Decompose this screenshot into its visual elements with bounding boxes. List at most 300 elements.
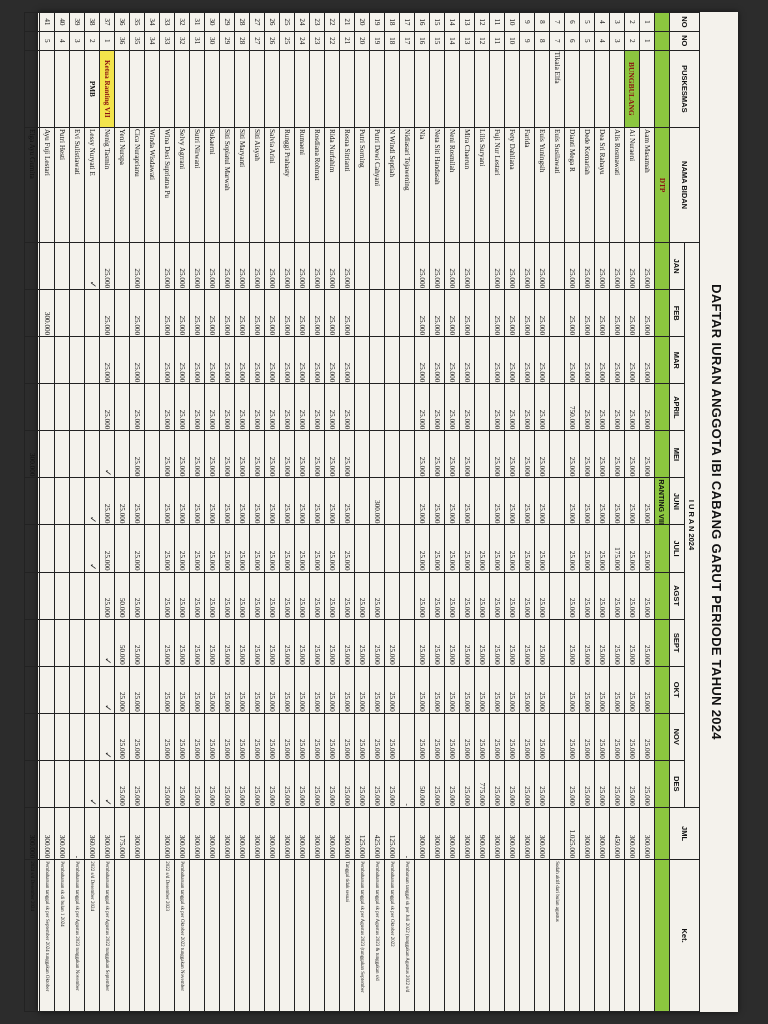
row-ket bbox=[535, 860, 550, 1012]
month-cell: 25.000 bbox=[535, 525, 550, 572]
row-jml: 300.000 bbox=[280, 807, 295, 859]
month-cell: 25.000 bbox=[565, 337, 580, 384]
row-nama-bidan: Sutri Nirwani bbox=[190, 128, 205, 243]
month-cell: 25.000 bbox=[340, 666, 355, 713]
row-puskesmas bbox=[55, 50, 70, 127]
row-jml: 300.000 bbox=[310, 807, 325, 859]
month-cell: 25.000 bbox=[595, 384, 610, 431]
row-no1: 31 bbox=[190, 13, 205, 32]
row-no2: 31 bbox=[190, 31, 205, 50]
month-cell: 25.000 bbox=[640, 290, 655, 337]
month-cell: 25.000 bbox=[475, 525, 490, 572]
row-puskesmas bbox=[160, 50, 175, 127]
month-cell: 25.000 bbox=[340, 572, 355, 619]
month-cell: 25.000 bbox=[160, 337, 175, 384]
month-cell: 25.000 bbox=[160, 478, 175, 525]
month-cell bbox=[145, 290, 160, 337]
row-nama-bidan: Euis Yuningsih bbox=[535, 128, 550, 243]
month-cell: 25.000 bbox=[250, 478, 265, 525]
row-no1: 2 bbox=[625, 13, 640, 32]
month-cell: 25.000 bbox=[295, 290, 310, 337]
row-no2: 10 bbox=[505, 31, 520, 50]
month-cell: 25.000 bbox=[370, 666, 385, 713]
month-cell: 25.000 bbox=[535, 431, 550, 478]
row-ket bbox=[490, 860, 505, 1012]
month-cell: 25.000 bbox=[625, 431, 640, 478]
month-cell: 25.000 bbox=[460, 572, 475, 619]
month-cell: 25.000 bbox=[445, 478, 460, 525]
row-no2: 2 bbox=[625, 31, 640, 50]
month-cell: 25.000 bbox=[445, 337, 460, 384]
row-no1: 8 bbox=[535, 13, 550, 32]
month-cell bbox=[55, 478, 70, 525]
row-jml: 300.000 bbox=[25, 807, 40, 859]
month-cell: 25.000 bbox=[535, 760, 550, 807]
row-no2: 11 bbox=[490, 31, 505, 50]
month-cell: 25.000 bbox=[280, 572, 295, 619]
month-cell: ✓ bbox=[85, 760, 100, 807]
row-nama-bidan: Sukaerni bbox=[205, 128, 220, 243]
month-cell bbox=[355, 431, 370, 478]
month-cell bbox=[70, 760, 85, 807]
table-row bbox=[340, 13, 355, 1012]
month-cell: 25.000 bbox=[535, 713, 550, 760]
month-cell: 25.000 bbox=[280, 525, 295, 572]
month-cell: 25.000 bbox=[535, 478, 550, 525]
month-cell: 25.000 bbox=[625, 243, 640, 290]
row-nama-bidan: Putri Hesti bbox=[55, 128, 70, 243]
row-nama-bidan: Evi Sulistiawati bbox=[70, 128, 85, 243]
month-cell: 25.000 bbox=[205, 431, 220, 478]
month-cell: 25.000 bbox=[175, 713, 190, 760]
month-cell: 25.000 bbox=[310, 619, 325, 666]
month-cell: 25.000 bbox=[355, 760, 370, 807]
month-cell: 25.000 bbox=[235, 666, 250, 713]
row-nama-bidan: Rumaeni bbox=[295, 128, 310, 243]
month-cell bbox=[550, 384, 565, 431]
row-no1: 5 bbox=[580, 13, 595, 32]
month-cell: 25.000 bbox=[505, 619, 520, 666]
row-no2: 6 bbox=[565, 31, 580, 50]
month-cell bbox=[550, 619, 565, 666]
month-cell: 25.000 bbox=[220, 760, 235, 807]
row-jml: 300.000 bbox=[130, 807, 145, 859]
row-ket bbox=[625, 860, 640, 1012]
month-cell bbox=[400, 290, 415, 337]
row-ket bbox=[580, 860, 595, 1012]
month-cell bbox=[70, 290, 85, 337]
month-cell bbox=[550, 290, 565, 337]
row-no2: 8 bbox=[535, 31, 550, 50]
month-cell bbox=[475, 478, 490, 525]
row-no2: 33 bbox=[160, 31, 175, 50]
month-cell: 25.000 bbox=[415, 243, 430, 290]
month-cell: 25.000 bbox=[370, 619, 385, 666]
paper-sheet bbox=[28, 12, 738, 1012]
month-cell bbox=[115, 243, 130, 290]
month-cell: 25.000 bbox=[220, 619, 235, 666]
row-no1: 15 bbox=[430, 13, 445, 32]
month-cell: 25.000 bbox=[130, 431, 145, 478]
table-row bbox=[595, 13, 610, 1012]
month-cell: 25.000 bbox=[310, 760, 325, 807]
month-cell: 25.000 bbox=[460, 337, 475, 384]
month-cell: 25.000 bbox=[280, 619, 295, 666]
month-cell: 25.000 bbox=[265, 572, 280, 619]
month-cell bbox=[55, 384, 70, 431]
month-cell bbox=[550, 760, 565, 807]
table-row bbox=[250, 13, 265, 1012]
row-nama-bidan: Lilis Suryani bbox=[475, 128, 490, 243]
row-ket bbox=[115, 860, 130, 1012]
month-cell bbox=[655, 243, 670, 290]
month-cell: 25.000 bbox=[505, 666, 520, 713]
month-cell bbox=[655, 619, 670, 666]
month-cell: 25.000 bbox=[610, 572, 625, 619]
row-no2: 5 bbox=[40, 31, 55, 50]
month-cell: 25.000 bbox=[445, 243, 460, 290]
month-cell bbox=[25, 525, 40, 572]
row-ket bbox=[610, 860, 625, 1012]
row-ket: Pembaharuan tanggal sk per Agustus 2023 (tunggakan September bbox=[355, 860, 370, 1012]
row-ket bbox=[205, 860, 220, 1012]
month-cell: 25.000 bbox=[190, 619, 205, 666]
month-cell: 25.000 bbox=[205, 572, 220, 619]
month-cell: 25.000 bbox=[445, 572, 460, 619]
row-no1: 38 bbox=[85, 13, 100, 32]
month-cell: 25.000 bbox=[460, 713, 475, 760]
month-cell bbox=[85, 619, 100, 666]
row-no1: 27 bbox=[250, 13, 265, 32]
month-cell: 25.000 bbox=[430, 760, 445, 807]
table-row bbox=[265, 13, 280, 1012]
month-cell: 25.000 bbox=[580, 619, 595, 666]
month-cell: ✓ bbox=[100, 760, 115, 807]
month-cell: 25.000 bbox=[595, 431, 610, 478]
row-nama-bidan: Putri Dewi Cahyani bbox=[370, 128, 385, 243]
month-cell: 25.000 bbox=[355, 666, 370, 713]
month-cell: 25.000 bbox=[490, 572, 505, 619]
month-cell bbox=[70, 666, 85, 713]
month-cell: 25.000 bbox=[160, 572, 175, 619]
col-puskesmas: PUSKESMAS bbox=[670, 50, 700, 127]
month-cell: 25.000 bbox=[460, 666, 475, 713]
row-no1: 30 bbox=[205, 13, 220, 32]
month-cell: 25.000 bbox=[640, 478, 655, 525]
month-cell bbox=[85, 572, 100, 619]
month-cell: 25.000 bbox=[100, 243, 115, 290]
row-jml: 425.000 bbox=[370, 807, 385, 859]
table-row bbox=[610, 13, 625, 1012]
row-puskesmas bbox=[40, 50, 55, 127]
col-month-jan: JAN bbox=[670, 243, 685, 290]
col-ket: Ket. bbox=[670, 860, 700, 1012]
month-cell bbox=[400, 619, 415, 666]
table-row bbox=[310, 13, 325, 1012]
row-ket: Pembaharuan tanggal sk per Agustus 2022 tunggakan September bbox=[100, 860, 115, 1012]
month-cell: 25.000 bbox=[595, 290, 610, 337]
table-body bbox=[25, 13, 670, 1012]
month-cell: 25.000 bbox=[520, 666, 535, 713]
month-cell: 25.000 bbox=[220, 525, 235, 572]
month-cell: 25.000 bbox=[220, 243, 235, 290]
row-no2: 12 bbox=[475, 31, 490, 50]
month-cell: 25.000 bbox=[520, 337, 535, 384]
month-cell: 25.000 bbox=[265, 243, 280, 290]
month-cell: 25.000 bbox=[430, 572, 445, 619]
col-month-april: APRIL bbox=[670, 384, 685, 431]
col-month-juli: JULI bbox=[670, 525, 685, 572]
month-cell: 25.000 bbox=[250, 525, 265, 572]
month-cell: 25.000 bbox=[520, 760, 535, 807]
row-ket: Pembaharuan tanggal sk per Agustus 2023 & tunggakan s/d bbox=[370, 860, 385, 1012]
month-cell: 25.000 bbox=[325, 666, 340, 713]
month-cell bbox=[400, 666, 415, 713]
table-row bbox=[175, 13, 190, 1012]
row-puskesmas bbox=[265, 50, 280, 127]
row-no1: 28 bbox=[235, 13, 250, 32]
month-cell: ✓ bbox=[85, 525, 100, 572]
month-cell: 25.000 bbox=[205, 713, 220, 760]
row-puskesmas bbox=[475, 50, 490, 127]
month-cell: 25.000 bbox=[490, 431, 505, 478]
row-ket bbox=[190, 860, 205, 1012]
month-cell: 25.000 bbox=[340, 760, 355, 807]
row-no2: 20 bbox=[355, 31, 370, 50]
table-row bbox=[160, 13, 175, 1012]
row-jml: 450.000 bbox=[610, 807, 625, 859]
month-cell: 25.000 bbox=[100, 337, 115, 384]
row-no1: 21 bbox=[340, 13, 355, 32]
month-cell: 25.000 bbox=[430, 384, 445, 431]
table-row bbox=[505, 13, 520, 1012]
month-cell bbox=[85, 290, 100, 337]
row-puskesmas: PMB bbox=[85, 50, 100, 127]
month-cell: 25.000 bbox=[220, 337, 235, 384]
row-nama-bidan: Cica Nuraprianu bbox=[130, 128, 145, 243]
row-no1: 24 bbox=[295, 13, 310, 32]
month-cell bbox=[70, 384, 85, 431]
month-cell bbox=[115, 525, 130, 572]
month-cell: 25.000 bbox=[325, 525, 340, 572]
month-cell: 25.000 bbox=[625, 666, 640, 713]
row-no1: 20 bbox=[355, 13, 370, 32]
month-cell bbox=[400, 384, 415, 431]
month-cell: 25.000 bbox=[490, 525, 505, 572]
month-cell: 25.000 bbox=[565, 431, 580, 478]
month-cell: 25.000 bbox=[535, 572, 550, 619]
row-no1: 37 bbox=[100, 13, 115, 32]
month-cell: RANTING VIII bbox=[655, 478, 670, 525]
month-cell: 25.000 bbox=[265, 760, 280, 807]
month-cell bbox=[550, 431, 565, 478]
row-no2: 24 bbox=[295, 31, 310, 50]
month-cell bbox=[355, 384, 370, 431]
row-no1: 17 bbox=[400, 13, 415, 32]
row-ket: Pembaharuan tanggal sk per Agustus 2023 tunggakan November bbox=[70, 860, 85, 1012]
row-puskesmas bbox=[295, 50, 310, 127]
month-cell: ✓ bbox=[85, 243, 100, 290]
month-cell: 25.000 bbox=[160, 666, 175, 713]
month-cell bbox=[25, 713, 40, 760]
month-cell bbox=[55, 619, 70, 666]
table-row bbox=[370, 13, 385, 1012]
row-ket bbox=[415, 860, 430, 1012]
row-no1: 26 bbox=[265, 13, 280, 32]
row-nama-bidan: Rosdiana Rohmat bbox=[310, 128, 325, 243]
month-cell bbox=[85, 384, 100, 431]
row-jml: 900.000 bbox=[475, 807, 490, 859]
row-nama-bidan: Runggi Prahasty bbox=[280, 128, 295, 243]
month-cell: 25.000 bbox=[235, 760, 250, 807]
row-nama-bidan: N Windi Septiah bbox=[385, 128, 400, 243]
month-cell bbox=[370, 243, 385, 290]
month-cell: 25.000 bbox=[580, 478, 595, 525]
month-cell bbox=[385, 478, 400, 525]
month-cell: 25.000 bbox=[100, 290, 115, 337]
col-month-mar: MAR bbox=[670, 337, 685, 384]
row-ket bbox=[565, 860, 580, 1012]
row-ket: Pembaharuan tanggal sk per September 2024 tunggakan Oktober bbox=[40, 860, 55, 1012]
row-nama-bidan: Fuji Nur Lestari bbox=[490, 128, 505, 243]
month-cell: 25.000 bbox=[325, 760, 340, 807]
row-no1: 13 bbox=[460, 13, 475, 32]
month-cell: 25.000 bbox=[595, 666, 610, 713]
month-cell: 25.000 bbox=[610, 760, 625, 807]
month-cell bbox=[475, 384, 490, 431]
month-cell bbox=[55, 525, 70, 572]
table-row bbox=[535, 13, 550, 1012]
month-cell: 25.000 bbox=[595, 337, 610, 384]
month-cell bbox=[40, 572, 55, 619]
table-row bbox=[355, 13, 370, 1012]
month-cell: 25.000 bbox=[250, 243, 265, 290]
month-cell: 25.000 bbox=[130, 760, 145, 807]
row-no2: 1 bbox=[640, 31, 655, 50]
month-cell: 25.000 bbox=[115, 666, 130, 713]
month-cell: 25.000 bbox=[130, 290, 145, 337]
month-cell bbox=[550, 525, 565, 572]
month-cell: 25.000 bbox=[520, 384, 535, 431]
month-cell bbox=[550, 478, 565, 525]
month-cell bbox=[55, 713, 70, 760]
month-cell bbox=[40, 713, 55, 760]
month-cell: 25.000 bbox=[340, 337, 355, 384]
month-cell: 25.000 bbox=[295, 337, 310, 384]
month-cell: 25.000 bbox=[460, 525, 475, 572]
month-cell: 25.000 bbox=[520, 619, 535, 666]
table-row bbox=[565, 13, 580, 1012]
col-no1: NO bbox=[670, 13, 700, 32]
row-jml: 300.000 bbox=[220, 807, 235, 859]
row-puskesmas bbox=[355, 50, 370, 127]
month-cell: 25.000 bbox=[205, 290, 220, 337]
month-cell: 25.000 bbox=[385, 619, 400, 666]
row-no2: 28 bbox=[235, 31, 250, 50]
month-cell: 25.000 bbox=[280, 431, 295, 478]
month-cell bbox=[370, 431, 385, 478]
month-cell: 25.000 bbox=[370, 572, 385, 619]
month-cell bbox=[355, 243, 370, 290]
row-jml: 300.000 bbox=[415, 807, 430, 859]
month-cell: 25.000 bbox=[640, 760, 655, 807]
month-cell: 25.000 bbox=[475, 619, 490, 666]
row-puskesmas bbox=[280, 50, 295, 127]
row-nama-bidan: Nidiasari Tejawening bbox=[400, 128, 415, 243]
col-month-okt: OKT bbox=[670, 666, 685, 713]
month-cell bbox=[70, 243, 85, 290]
month-cell: 25.000 bbox=[175, 290, 190, 337]
row-no2: 7 bbox=[550, 31, 565, 50]
month-cell: 25.000 bbox=[535, 337, 550, 384]
month-cell: 25.000 bbox=[430, 337, 445, 384]
month-cell: 25.000 bbox=[340, 384, 355, 431]
month-cell: 25.000 bbox=[355, 713, 370, 760]
month-cell: 25.000 bbox=[295, 478, 310, 525]
month-cell: 25.000 bbox=[595, 760, 610, 807]
month-cell bbox=[40, 384, 55, 431]
month-cell: 25.000 bbox=[505, 478, 520, 525]
month-cell bbox=[40, 666, 55, 713]
month-cell: 25.000 bbox=[385, 760, 400, 807]
month-cell: 25.000 bbox=[190, 713, 205, 760]
month-cell: 25.000 bbox=[415, 431, 430, 478]
month-cell: 25.000 bbox=[175, 760, 190, 807]
month-cell: 25.000 bbox=[190, 760, 205, 807]
month-cell bbox=[475, 290, 490, 337]
month-cell bbox=[145, 619, 160, 666]
month-cell: 25.000 bbox=[520, 572, 535, 619]
document-title: DAFTAR IURAN ANGGOTA IBI CABANG GARUT PERIODE TAHUN 2024 bbox=[709, 284, 724, 740]
row-ket bbox=[445, 860, 460, 1012]
row-no2: 2 bbox=[85, 31, 100, 50]
month-cell: 25.000 bbox=[325, 431, 340, 478]
month-cell: 25.000 bbox=[295, 760, 310, 807]
month-cell: 25.000 bbox=[565, 478, 580, 525]
month-cell: 25.000 bbox=[265, 384, 280, 431]
row-jml: 300.000 bbox=[580, 807, 595, 859]
row-nama-bidan: Fety Dahliana bbox=[505, 128, 520, 243]
month-cell: 25.000 bbox=[340, 290, 355, 337]
row-puskesmas bbox=[520, 50, 535, 127]
month-cell: 25.000 bbox=[415, 525, 430, 572]
month-cell bbox=[145, 666, 160, 713]
row-jml: 300.000 bbox=[445, 807, 460, 859]
row-no2: 18 bbox=[385, 31, 400, 50]
month-cell: 25.000 bbox=[295, 525, 310, 572]
month-cell: 25.000 bbox=[520, 478, 535, 525]
month-cell bbox=[70, 525, 85, 572]
month-cell: 25.000 bbox=[595, 243, 610, 290]
month-cell bbox=[400, 713, 415, 760]
month-cell bbox=[655, 431, 670, 478]
month-cell: 25.000 bbox=[610, 337, 625, 384]
row-jml: 300.000 bbox=[340, 807, 355, 859]
month-cell: 25.000 bbox=[205, 525, 220, 572]
month-cell: 25.000 bbox=[580, 243, 595, 290]
month-cell bbox=[655, 337, 670, 384]
month-cell bbox=[145, 760, 160, 807]
table-row bbox=[55, 13, 70, 1012]
row-jml: 300.000 bbox=[265, 807, 280, 859]
row-puskesmas bbox=[310, 50, 325, 127]
row-nama-bidan: DTP bbox=[655, 128, 670, 243]
row-ket: Pembaharuan sk di bulan 1 2024 bbox=[55, 860, 70, 1012]
month-cell: ✓ bbox=[100, 431, 115, 478]
month-cell bbox=[355, 478, 370, 525]
month-cell: 25.000 bbox=[625, 337, 640, 384]
month-cell: 25.000 bbox=[610, 713, 625, 760]
